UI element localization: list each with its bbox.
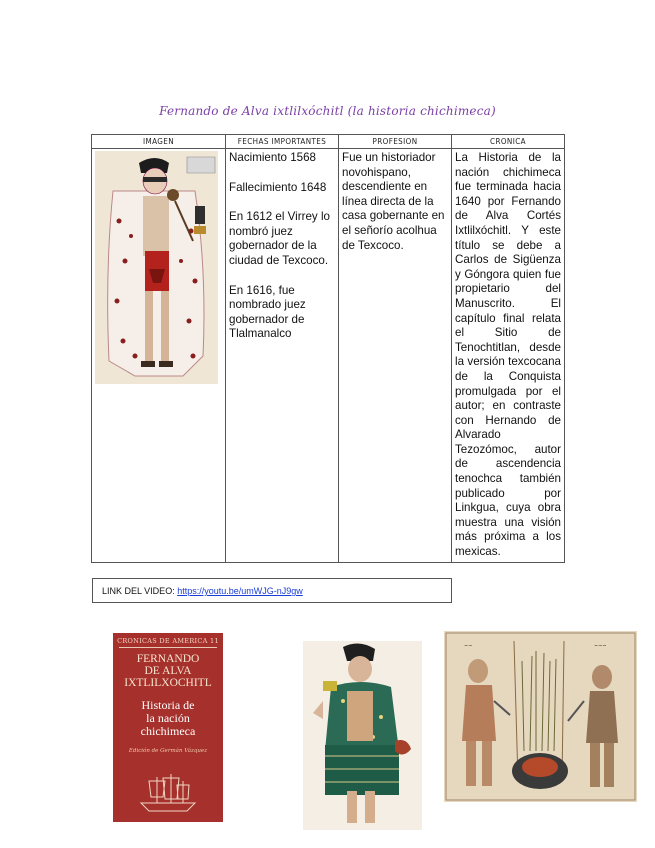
warrior-illustration <box>303 641 422 830</box>
book-series: CRONICAS DE AMERICA 11 <box>117 637 219 645</box>
imagen-cell <box>92 149 226 563</box>
table-header-row <box>92 135 565 149</box>
book-rule <box>119 647 217 648</box>
fechas-cell <box>226 149 339 563</box>
fecha-fallecimiento: Fallecimiento 1648 <box>229 180 327 194</box>
book-author-line: IXTLILXOCHITL <box>124 677 212 689</box>
video-link-label: LINK DEL VIDEO: <box>102 586 178 596</box>
book-cover-image <box>113 633 223 822</box>
header-fechas: FECHAS IMPORTANTES <box>226 135 339 149</box>
table-row <box>92 149 565 563</box>
video-link-box <box>92 578 452 603</box>
header-profesion: PROFESION <box>339 135 452 149</box>
video-link[interactable]: https://youtu.be/umWJG-nJ9gw <box>177 586 303 596</box>
ship-icon <box>133 771 203 816</box>
book-title-line: la nación <box>146 711 190 725</box>
info-table <box>91 134 565 563</box>
book-title-line: Historia de <box>141 698 195 712</box>
fecha-1612: En 1612 el Virrey lo nombró juez gobernador de la ciudad de Texcoco. <box>229 210 330 267</box>
book-title <box>113 699 223 738</box>
book-title-line: chichimeca <box>140 724 196 738</box>
book-author-line: DE ALVA <box>144 665 192 677</box>
header-cronica: CRONICA <box>452 135 565 149</box>
svg-text:~~: ~~ <box>464 643 473 649</box>
book-author <box>113 653 223 689</box>
cronica-cell: La Historia de la nación chichimeca fue terminada hacia 1640 por Fernando de Alva Cortés Ixtlilxóchitl. Y este título se debe a Carlos de Sigüenza y Góngora quien fue propietario del Manuscrito. El capítulo final relata el Sitio de Tenochtitlan, desde la versión texcocana de la Conquista promulgada por el autor; en contraste con Hernando de Alvarado Tezozómoc, autor de ascendencia tenochca también publicado por Linkgua, cuya obra muestra una visión más próxima a los mexicas. <box>452 149 565 563</box>
fecha-nacimiento: Nacimiento 1568 <box>229 151 317 164</box>
book-edition: Edición de Germán Vázquez <box>128 748 208 754</box>
portrait-illustration <box>95 151 218 384</box>
profesion-cell: Fue un historiador novohispano, descendiente en línea directa de la casa gobernante en el señorío acolhua de Texcoco. <box>339 149 452 563</box>
page-title: Fernando de Alva ixtlilxóchitl (la historia chichimeca) <box>159 104 496 118</box>
header-imagen: IMAGEN <box>92 135 226 149</box>
book-author-line: FERNANDO <box>136 653 200 665</box>
codex-illustration <box>444 631 637 802</box>
svg-text:~~~: ~~~ <box>594 643 607 649</box>
fecha-1616: En 1616, fue nombrado juez gobernador de Tlalmanalco <box>229 283 306 341</box>
